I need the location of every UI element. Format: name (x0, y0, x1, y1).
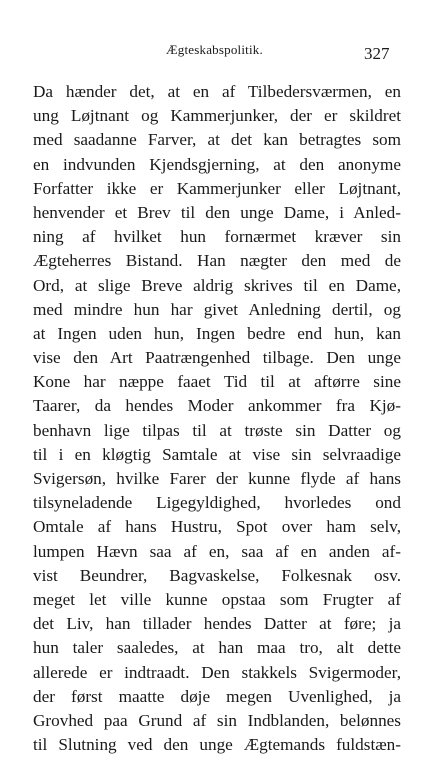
text-line: meget let ville kunne opstaa som Frugter af (33, 589, 401, 609)
text-line: med mindre hun har givet Anledning dertil, og (33, 299, 401, 319)
text-line: Ægteherres Bistand. Han nægter den med de (33, 251, 401, 271)
text-line: Omtale af hans Hustru, Spot over ham selv, (33, 517, 401, 537)
text-line: at Ingen uden hun, Ingen bedre end hun, kan (33, 323, 401, 343)
text-line: hun taler saaledes, at han maa tro, alt dette (33, 638, 401, 658)
text-line: Da hænder det, at en af Tilbedersværmen, en (33, 82, 401, 101)
text-line: Taarer, da hendes Moder ankommer fra Kjø- (33, 396, 401, 416)
text-line: Ord, at slige Breve aldrig skrives til en Dame, (33, 275, 401, 295)
running-title: Ægteskabspolitik. (166, 42, 263, 57)
text-line: vise den Art Paatrængenhed tilbage. Den unge (33, 348, 401, 368)
text-line: Grovhed paa Grund af sin Indblanden, belønnes (33, 710, 401, 730)
text-line: til Slutning ved den unge Ægtemands fuldstæn- (33, 735, 401, 755)
body-text (33, 80, 401, 757)
text-line: allerede er indtraadt. Den stakkels Svigermoder, (33, 662, 401, 682)
text-line: der først maatte døje megen Uvenlighed, ja (33, 686, 401, 706)
text-line: vist Beundrer, Bagvaskelse, Folkesnak osv. (33, 565, 401, 585)
text-line: Svigersøn, hvilke Farer der kunne flyde af hans (33, 469, 401, 488)
text-line: tilsyneladende Ligegyldighed, hvorledes ond (33, 493, 401, 513)
text-line: ung Løjtnant og Kammerjunker, der er skildret (33, 106, 401, 126)
text-line: det Liv, han tillader hendes Datter at føre; ja (33, 614, 401, 634)
text-line: Forfatter ikke er Kammerjunker eller Løjtnant, (33, 178, 401, 198)
page-number: 327 (364, 44, 390, 63)
text-line: Kone har næppe faaet Tid til at aftørre sine (33, 372, 401, 392)
text-line: henvender et Brev til den unge Dame, i Anled- (33, 202, 401, 222)
text-line: med saadanne Farver, at det kan betragtes som (33, 130, 401, 150)
text-line: ning af hvilket hun fornærmet kræver sin (33, 227, 401, 247)
text-line: lumpen Hævn saa af en, saa af en anden af- (33, 541, 401, 561)
text-line: en indvunden Kjendsgjerning, at den anonyme (33, 154, 401, 174)
text-line: til i en kløgtig Samtale at vise sin selvraadige (33, 444, 401, 464)
text-line: benhavn lige tilpas til at trøste sin Datter og (33, 420, 401, 440)
